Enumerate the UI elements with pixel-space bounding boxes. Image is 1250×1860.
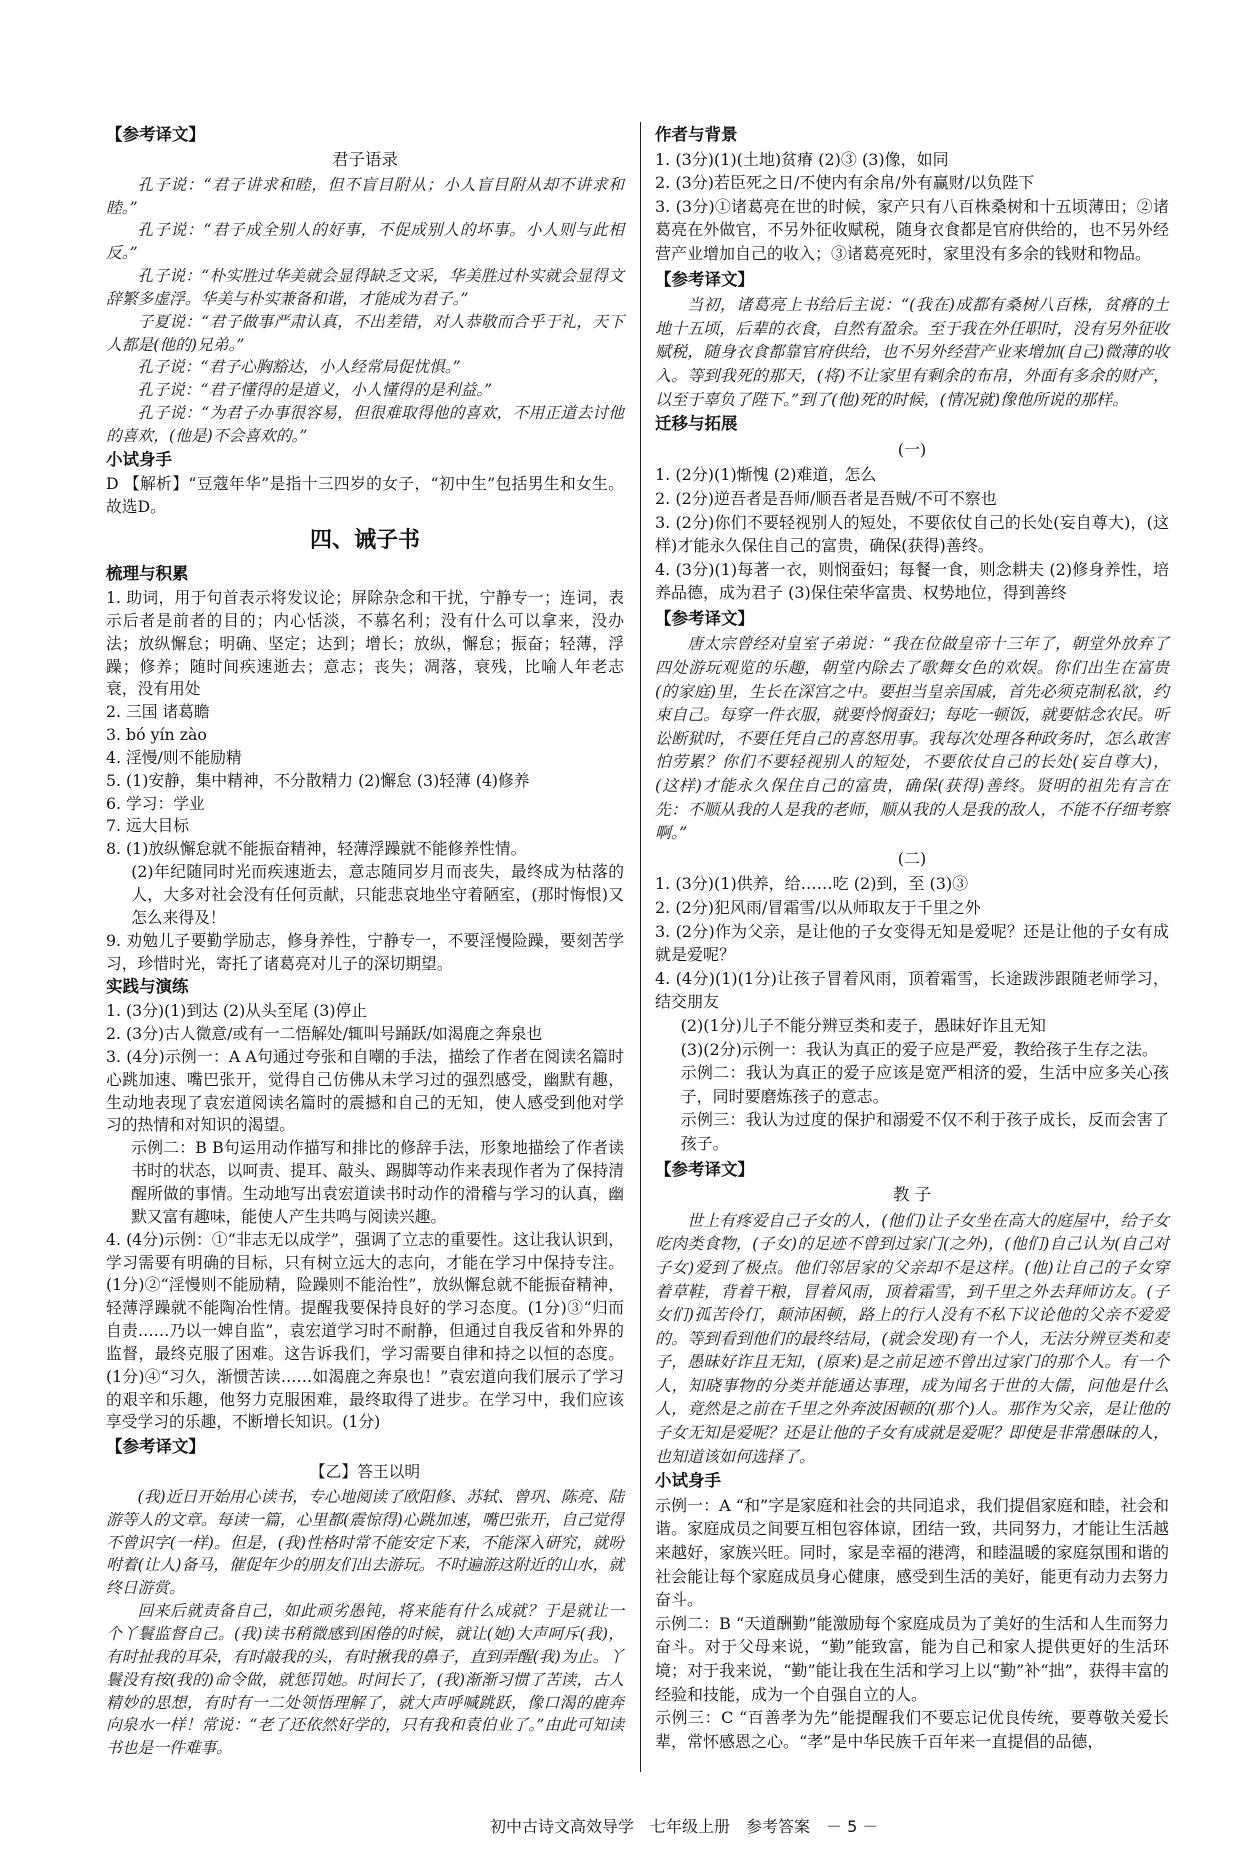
answer-item: 7. 远大目标 [106, 816, 190, 836]
answer-item: 4. (4分)(1)(1分)让孩子冒着风雨，顶着霜雪，长途跋涉跟随老师学习，结交朋友 [655, 968, 1169, 1012]
right-column [655, 122, 1169, 1753]
answer-item: 6. 学习：学业 [106, 793, 205, 813]
yi-title: 【乙】答王以明 [309, 1462, 421, 1482]
answer-item: 2. (2分)逆吾者是吾师/顺吾者是吾贼/不可不察也 [655, 488, 997, 508]
junzi-para: 孔子说：“君子讲求和睦，但不盲目附从；小人盲目附从却不讲求和睦。” [106, 174, 624, 217]
answer-item: 示例一：A “和”字是家庭和社会的共同追求，我们提倡家庭和睦，社会和谐。家庭成员之间要互相包容体谅，团结一致，共同努力，才能让生活越来越好，家族兴旺。同时，家是幸福的港湾，和睦温暖的家庭氛围和谐的社会能让每个家庭成员身心健康，感受到生活的美好，能更有动力去努力奋斗。 [655, 1495, 1169, 1610]
answer-item: 3. (2分)你们不要轻视别人的短处，不要依仗自己的长处(妄自尊大)，(这样)才能永久保住自己的富贵，确保(获得)善终。 [655, 512, 1169, 556]
answer-item: 1. (3分)(1)(土地)贫瘠 (2)③ (3)像，如同 [655, 149, 949, 169]
answer-item: 3. (3分)①诸葛亮在世的时候，家产只有八百株桑树和十五顷薄田；②诸葛亮在外做官，不另外征收赋税，随身衣食都是官府供给的，也不另外经营产业增加自己的收入；③诸葛亮死时，家里没有多余的钱财和物品。 [655, 196, 1169, 263]
answer-item: 1. (3分)(1)供养，给……吃 (2)到，至 (3)③ [655, 874, 969, 894]
answer-item: 5. (1)安静，集中精神，不分散精力 (2)懈怠 (3)轻薄 (4)修养 [106, 770, 530, 790]
xiaoshi2-label: 小试身手 [655, 1471, 721, 1491]
qianyi1-translation: 唐太宗曾经对皇室子弟说：“我在位做皇帝十三年了，朝堂外放弃了四处游玩观览的乐趣，朝堂内除去了歌舞女色的欢娱。你们出生在富贵(的家庭)里，生长在深宫之中。要担当皇亲国戚，首先必须克制私欲，约束自己。每穿一件衣服，就要怜悯蚕妇；每吃一顿饭，就要惦念农民。听讼断狱时，不要任凭自己的喜怒用事。我每次处理各种政务时，怎么敢害怕劳累？你们不要轻视别人的短处，不要依仗自己的长处(妄自尊大)，(这样)才能永久保住自己的富贵，确保(获得)善终。贤明的祖先有言在先：不顺从我的人是我的老师，顺从我的人是我的敌人，不能不仔细考察啊。” [655, 634, 1169, 843]
junzi-para: 孔子说：“君子懂得的是道义，小人懂得的是利益。” [137, 380, 493, 400]
junzi-title: 君子语录 [332, 149, 398, 169]
answer-item: (2)年纪随同时光而疾速逝去，意志随同岁月而丧失，最终成为枯落的人，大多对社会没有任何贡献，只能悲哀地坐守着陋室，(那时悔恨)又怎么来得及！ [131, 862, 624, 927]
answer-item: 示例二：B B句运用动作描写和排比的修辞手法，形象地描绘了作者读书时的状态，以呵责、提耳、敲头、踢脚等动作来表现作者为了保持清醒所做的事情。生动地写出袁宏道读书时动作的滑稽与学习的认真，幽默又富有趣味，能使人产生共鸣与阅读兴趣。 [131, 1138, 624, 1226]
zuozhe-translation: 当初，诸葛亮上书给后主说：“(我在)成都有桑树八百株，贫瘠的土地十五顷，后辈的衣食，自然有盈余。至于我在外任职时，没有另外征收赋税，随身衣食都靠官府供给，也不另外经营产业来增加(自己)微薄的收入。等到我死的那天，(将)不让家里有剩余的布帛，外面有多余的财产，以至于辜负了陛下。”到了(他)死的时候，(情况就)像他所说的那样。 [655, 295, 1169, 409]
answer-item: 2. (3分)若臣死之日/不使内有余帛/外有赢财/以负陛下 [655, 173, 1035, 193]
subsection-2: (二) [897, 848, 927, 868]
answer-item: 示例三：C “百善孝为先”能提醒我们不要忘记优良传统，要尊敬关爱长辈，常怀感恩之心。“孝”是中华民族千百年来一直提倡的品德， [655, 1708, 1169, 1751]
answer-item: 1. 助词，用于句首表示将发议论；屏除杂念和干扰，宁静专一；连词，表示后者是前者的目的；内心恬淡，不慕名利；没有什么可以拿来，没办法；放纵懈怠；明确、坚定；达到；增长；放纵，懈怠；振奋；轻薄，浮躁；修养；随时间疾速逝去；意志；丧失；凋落，衰残，比喻人年老志衰，没有用处 [106, 588, 624, 699]
jiaozi-translation: 世上有疼爱自己子女的人，(他们)让子女坐在高大的庭屋中，给子女吃肉类食物，(子女)的足迹不曾到过家门(之外)，(他们)自己认为(自己对子女)爱到了极点。他们邻居家的父亲却不是这样。(他)让自己的子女穿着草鞋，背着干粮，冒着风雨，顶着霜雪，到千里之外去拜师访友。(子女们)孤苦伶仃，颠沛困顿，路上的行人没有不私下议论他的父亲不爱爱的。等到看到他们的最终结局，(就会发现)有一个人，无法分辨豆类和麦子，愚昧好诈且无知，(原来)是之前足迹不曾出过家门的那个人。有一个人，知晓事物的分类并能通达事理，成为闻名于世的大儒，问他是什么人，竟然是之前在千里之外奔波困顿的(那个)人。那作为父亲，是让他的子女无知是爱呢？还是让他的子女有成就是爱呢？即使是非常愚昧的人，也知道该如何选择了。 [655, 1210, 1169, 1466]
left-column [106, 122, 624, 1760]
xiaoshi-answer: D 【解析】“豆蔻年华”是指十三四岁的女子，“初中生”包括男生和女生。故选D。 [106, 473, 624, 516]
ref-translation-label: 【 参考译文 】 [655, 1158, 1169, 1182]
answer-item: 4. (3分)(1)每著一衣，则悯蚕妇；每餐一食，则念耕夫 (2)修身养性，培养品德，成为君子 (3)保住荣华富贵、权势地位，得到善终 [655, 559, 1169, 603]
shijian-label: 实践与演练 [106, 977, 189, 997]
answer-item: 2. (2分)犯风雨/冒霜雪/以从师取友于千里之外 [655, 898, 981, 917]
ref-translation-label: 【 参考译文 】 [106, 1436, 624, 1459]
shuli-label: 梳理与积累 [106, 564, 189, 584]
junzi-para: 孔子说：“为君子办事很容易，但很难取得他的喜欢，不用正道去讨他的喜欢，(他是)不会喜欢的。” [106, 403, 624, 445]
xiaoshi-label: 小试身手 [106, 449, 172, 469]
answer-item: 8. (1)放纵懈怠就不能振奋精神，轻薄浮躁就不能修养性情。 [106, 839, 527, 859]
junzi-para: 孔子说：“君子心胸豁达，小人经常局促忧惧。” [137, 357, 461, 377]
zuozhe-label: 作者与背景 [655, 125, 738, 144]
answer-item: 示例二：我认为真正的爱子应该是宽严相济的爱，生活中应多关心孩子，同时要磨炼孩子的意志。 [680, 1063, 1169, 1106]
column-divider [640, 122, 641, 1772]
answer-item: 1. (3分)(1)到达 (2)从头至尾 (3)停止 [106, 1001, 368, 1021]
junzi-para: 孔子说：“君子成全别人的好事，不促成别人的坏事。小人则与此相反。” [106, 220, 624, 263]
junzi-para: 子夏说：“君子做事严肃认真，不出差错，对人恭敬而合乎于礼，天下人都是(他的)兄弟。” [106, 311, 624, 354]
answer-item: 4. (4分)示例：①“非志无以成学”，强调了立志的重要性。这让我认识到，学习需要有明确的目标，只有树立远大的志向，才能在学习中保持专注。(1分)②“淫慢则不能励精，险躁则不能治性”，放纵懈怠就不能振奋精神，轻薄浮躁就不能陶冶性情。提醒我要保持良好的学习态度。(1分)③“归而自责……乃以一婢自监”，袁宏道学习时不耐静，但通过自我反省和外界的监督，最终克服了困难。这告诉我们，学习需要自律和持之以恒的态度。(1分)④“习久，渐惯苦读……如渴鹿之奔泉也！”袁宏道向我们展示了学习的艰辛和乐趣，他努力克服困难，最终取得了进步。在学习中，我们应该享受学习的乐趣，不断增长知识。(1分) [106, 1229, 624, 1432]
answer-item: 9. 劝勉儿子要勤学励志，修身养性，宁静专一，不要淫慢险躁，要刻苦学习，珍惜时光，寄托了诸葛亮对儿子的深切期望。 [106, 930, 624, 973]
answer-item: 4. 淫慢/则不能励精 [106, 747, 242, 767]
answer-item: 3. (2分)作为父亲，是让他的子女变得无知是爱呢？还是让他的子女有成就是爱呢？ [655, 921, 1169, 965]
answer-item: 2. (3分)古人微意/或有一二悟解处/辄叫号踊跃/如渴鹿之奔泉也 [106, 1024, 543, 1044]
junzi-para: 孔子说：“朴实胜过华美就会显得缺乏文采，华美胜过朴实就会显得文辞繁多虚浮。华美与朴实兼备和谐，才能成为君子。” [106, 266, 624, 308]
yi-para: 回来后就责备自己，如此顽劣愚钝，将来能有什么成就？于是就让一个丫鬟监督自己。(我)读书稍微感到困倦的时候，就让(她)大声呵斥(我)，有时扯我的耳朵，有时敲我的头，有时揪我的鼻子，直到弄醒(我)为止。丫鬟没有按(我的)命令做，就惩罚她。时间长了，(我)渐渐习惯了苦读，古人精妙的思想，有时有一二处领悟理解了，就大声呼喊跳跃，像口渴的鹿奔向泉水一样！常说：“老了还依然好学的，只有我和袁伯业了。”由此可知读书也是一件难事。 [106, 1601, 624, 1758]
page-footer: 初中古诗文高效导学 七年级上册 参考答案 － 5 － [490, 1817, 879, 1836]
yi-para: (我)近日开始用心读书，专心地阅读了欧阳修、苏轼、曾巩、陈亮、陆游等人的文章。每读一篇，心里都(震惊得)心跳加速，嘴巴张开，自己觉得不曾识字(一样)。但是，(我)性格时常不能安定下来，不能深入研究，就吩咐着(让人)备马，催促年少的朋友们出去游玩。不时遍游这附近的山水，就终日游赏。 [106, 1486, 624, 1598]
answer-item: 1. (2分)(1)惭愧 (2)难道，怎么 [655, 465, 877, 485]
ref-translation-label: 【 参考译文 】 [655, 268, 1169, 292]
chapter-title: 四、诫子书 [309, 528, 420, 554]
ref-translation-label: 【 参考译文 】 [106, 124, 624, 147]
answer-item: 3. bó yín zào [106, 725, 207, 745]
subsection-1: (一) [897, 439, 927, 459]
qianyi-label: 迁移与拓展 [655, 414, 738, 434]
answer-item: (2)(1分)儿子不能分辨豆类和麦子，愚昧好诈且无知 [680, 1015, 1046, 1035]
jiaozi-title: 教 子 [892, 1185, 932, 1205]
answer-item: (3)(2分)示例一：我认为真正的爱子应是严爱，教给孩子生存之法。 [680, 1039, 1158, 1059]
answer-item: 2. 三国 诸葛瞻 [106, 702, 210, 722]
ref-translation-label: 【 参考译文 】 [655, 607, 1169, 631]
answer-item: 3. (4分)示例一：A A句通过夸张和自嘲的手法，描绘了作者在阅读名篇时心跳加速、嘴巴张开，觉得自己仿佛从未学习过的强烈感受，幽默有趣，生动地表现了袁宏道阅读名篇时的震撼和自己的无知，使人感受到他对学习的热情和对知识的渴望。 [106, 1046, 624, 1135]
answer-item: 示例二：B “天道酬勤”能激励每个家庭成员为了美好的生活和人生而努力奋斗。对于父母来说，“勤”能致富，能为自己和家人提供更好的生活环境；对于我来说，“勤”能让我在生活和学习上以“勤”补“拙”，获得丰富的经验和技能，成为一个自强自立的人。 [655, 1613, 1169, 1704]
answer-item: 示例三：我认为过度的保护和溺爱不仅不利于孩子成长，反而会害了孩子。 [680, 1110, 1169, 1153]
